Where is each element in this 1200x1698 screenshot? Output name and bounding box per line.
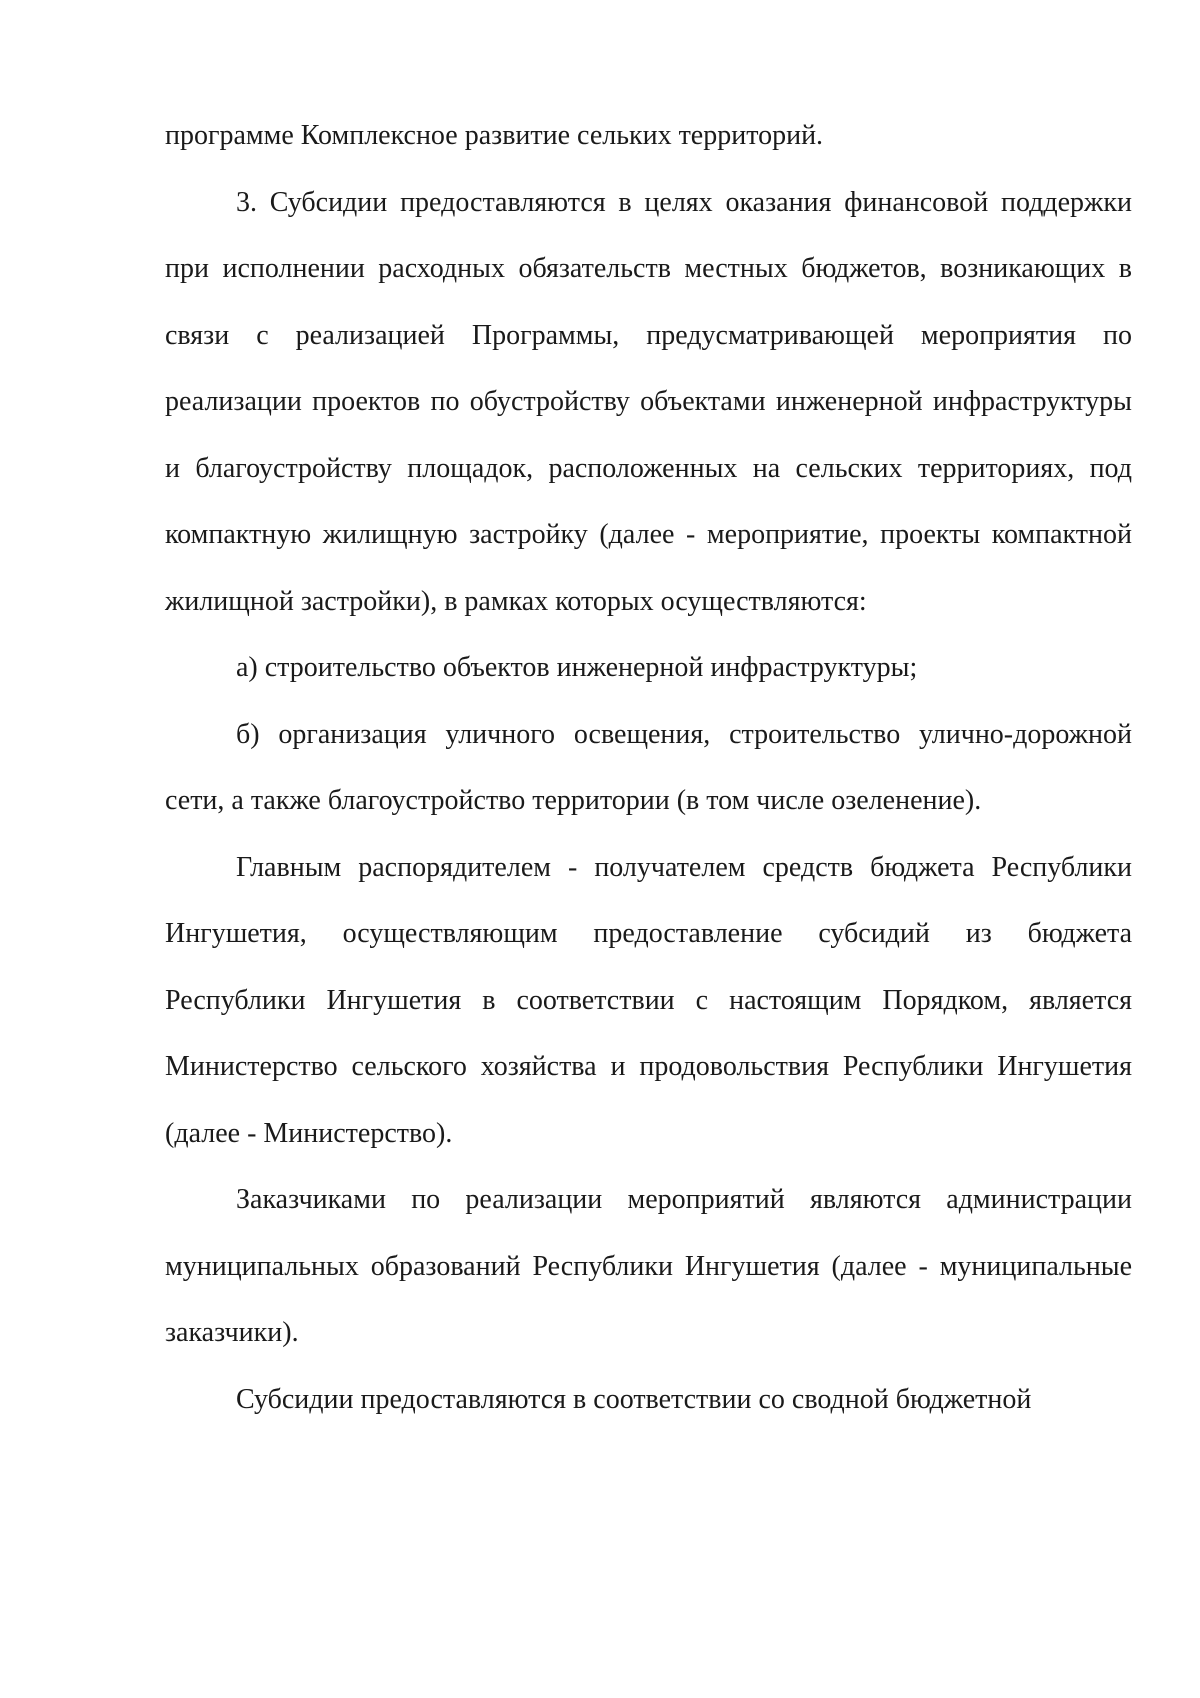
paragraph-subsidy-purpose: 3. Субсидии предоставляются в целях оказания финансовой поддержки при исполнении расходных обязательств местных бюджетов, возникающих в связи с реализацией Программы, предусматривающей мероприятия по реализации проектов по обустройству объектами инженерной инфраструктуры и благоустройству площадок, расположенных на сельских территориях, под компактную жилищную застройку (далее - мероприятие, проекты компактной жилищной застройки), в рамках которых осуществляются: [165, 186, 1132, 617]
paragraph-item-a: а) строительство объектов инженерной инфраструктуры; [236, 652, 918, 683]
document-body [165, 103, 1132, 1433]
paragraph-chief-administrator: Главным распорядителем - получателем средств бюджета Республики Ингушетия, осуществляющим предоставление субсидий из бюджета Республики Ингушетия в соответствии с настоящим Порядком, является Министерство сельского хозяйства и продовольствия Республики Ингушетия (далее - Министерство). [165, 851, 1132, 1149]
paragraph-program-continuation: программе Комплексное развитие сельких территорий. [165, 120, 824, 151]
paragraph-item-b: б) организация уличного освещения, строительство улично-дорожной сети, а также благоустройство территории (в том числе озеленение). [165, 718, 1132, 816]
paragraph-customers: Заказчиками по реализации мероприятий являются администрации муниципальных образований Республики Ингушетия (далее - муниципальные заказчики). [165, 1184, 1132, 1348]
paragraph-subsidy-provision: Субсидии предоставляются в соответствии со сводной бюджетной [236, 1383, 1032, 1415]
